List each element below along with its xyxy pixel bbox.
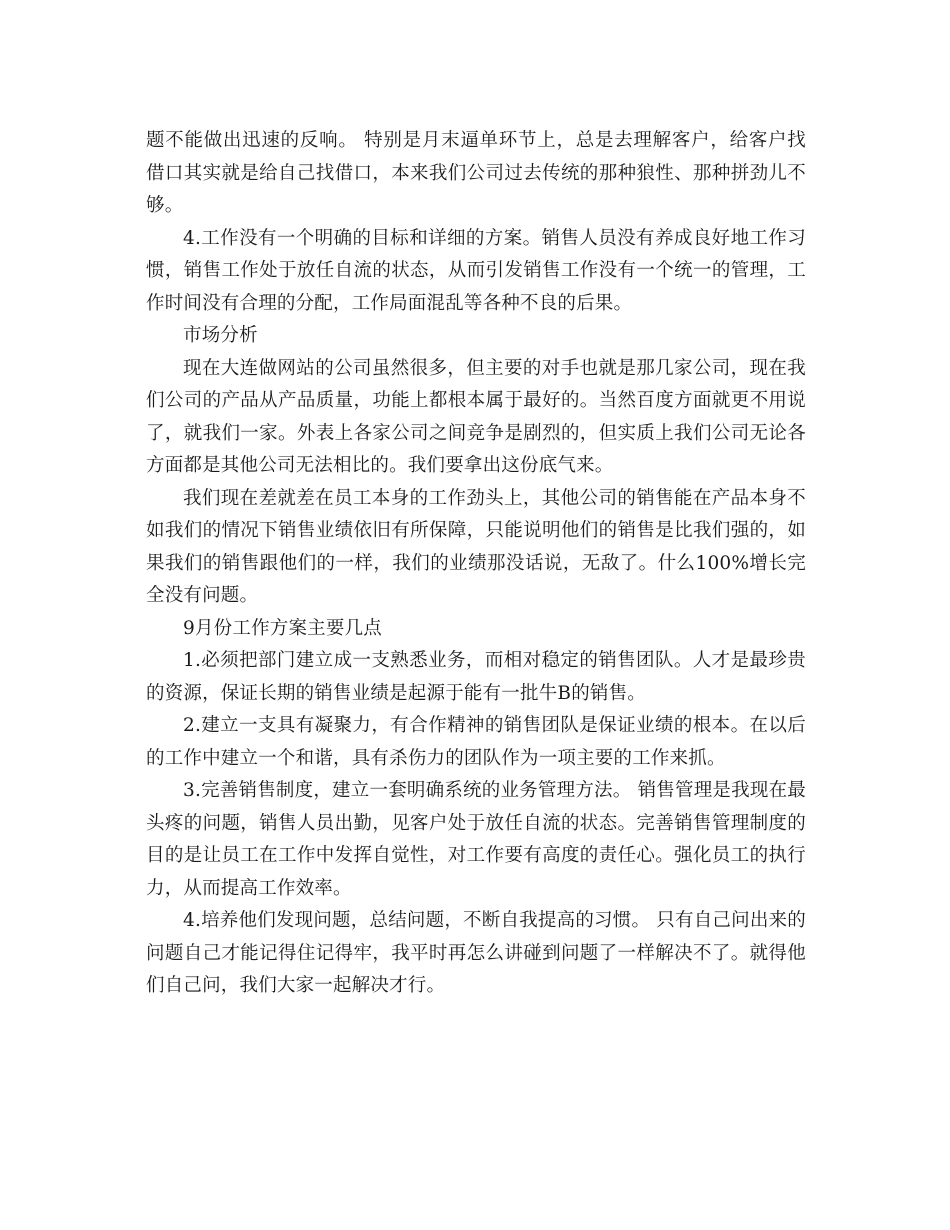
paragraph-problem-4: 4.工作没有一个明确的目标和详细的方案。销售人员没有养成良好地工作习惯，销售工作处于放任自流的状态，从而引发销售工作没有一个统一的管理，工作时间没有合理的分配，工作局面混乱等各种不良的后果。 [146, 227, 806, 314]
paragraph-market-1: 现在大连做网站的公司虽然很多，但主要的对手也就是那几家公司，现在我们公司的产品从产品质量，功能上都根本属于最好的。当然百度方面就更不用说了，就我们一家。外表上各家公司之间竞争是剧烈的，但实质上我们公司无论各方面都是其他公司无法相比的。我们要拿出这份底气来。 [146, 357, 806, 476]
section-heading-september-plan: 9月份工作方案主要几点 [183, 617, 382, 639]
section-heading-market-analysis: 市场分析 [183, 325, 258, 346]
paragraph-plan-1: 1.必须把部门建立成一支熟悉业务，而相对稳定的销售团队。人才是最珍贵的资源，保证长期的销售业绩是起源于能有一批牛B的销售。 [146, 650, 806, 704]
paragraph-plan-2: 2.建立一支具有凝聚力，有合作精神的销售团队是保证业绩的根本。在以后的工作中建立一个和谐，具有杀伤力的团队作为一项主要的工作来抓。 [146, 715, 806, 769]
paragraph-continuation: 题不能做出迅速的反响。 特别是月末逼单环节上，总是去理解客户，给客户找借口其实就是给自己找借口，本来我们公司过去传统的那种狼性、那种拼劲儿不够。 [146, 130, 806, 216]
paragraph-plan-4: 4.培养他们发现问题，总结问题，不断自我提高的习惯。 只有自己问出来的问题自己才能记得住记得牢，我平时再怎么讲碰到问题了一样解决不了。就得他们自己问，我们大家一起解决才行。 [146, 910, 806, 996]
paragraph-plan-3: 3.完善销售制度，建立一套明确系统的业务管理方法。 销售管理是我现在最头疼的问题，销售人员出勤，见客户处于放任自流的状态。完善销售管理制度的目的是让员工在工作中发挥自觉性，对工作要有高度的责任心。强化员工的执行力，从而提高工作效率。 [146, 780, 806, 899]
document-body [146, 125, 806, 1003]
paragraph-market-2: 我们现在差就差在员工本身的工作劲头上，其他公司的销售能在产品本身不如我们的情况下销售业绩依旧有所保障，只能说明他们的销售是比我们强的，如果我们的销售跟他们的一样，我们的业绩那没话说，无敌了。什么100%增长完全没有问题。 [146, 487, 806, 606]
